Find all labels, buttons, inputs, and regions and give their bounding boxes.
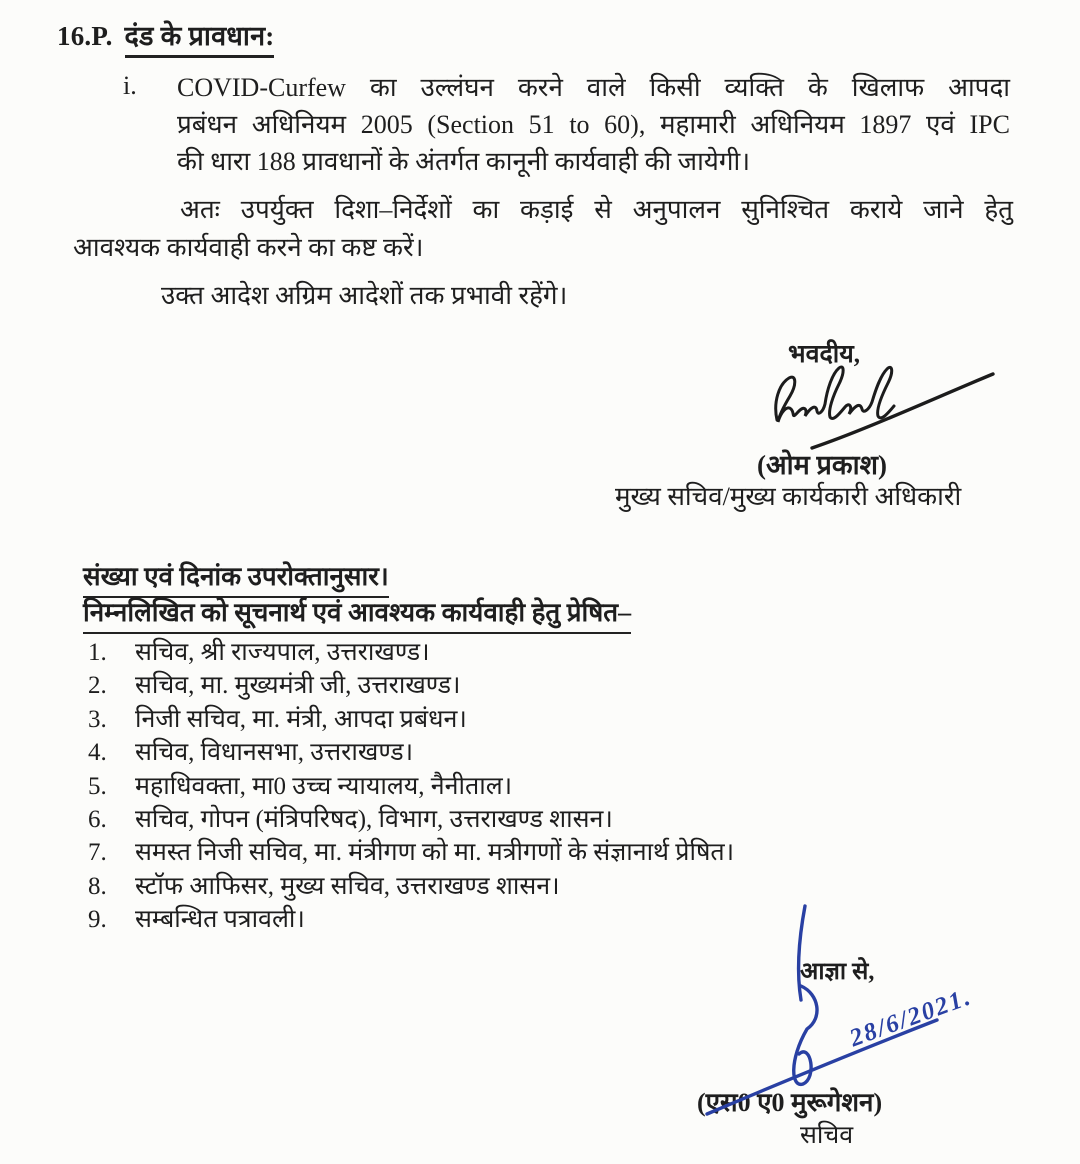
clause-line-1: COVID-Curfew का उल्लंघन करने वाले किसी व्यक्ति के खिलाफ आपदा — [177, 73, 1010, 102]
distribution-heading-text: निम्नलिखित को सूचनार्थ एवं आवश्यक कार्यवाही हेतु प्रेषित– — [83, 593, 631, 634]
list-item-number: 2. — [88, 672, 107, 700]
murugesan-signature — [695, 898, 1005, 1128]
list-item-number: 1. — [88, 639, 107, 666]
list-item — [88, 703, 1038, 736]
list-item-number: 3. — [88, 705, 107, 733]
closing-signatory-name: (ओम प्रकाश) — [757, 450, 887, 480]
om-prakash-signature — [765, 358, 1005, 454]
list-item — [88, 636, 1038, 669]
compliance-line-1: अतः उपर्युक्त दिशा–निर्देशों का कड़ाई से अनुपालन सुनिश्चित कराये जाने हेतु — [180, 195, 1013, 224]
distribution-list — [88, 636, 1038, 937]
list-item-text: निजी सचिव, मा. मंत्री, आपदा प्रबंधन। — [135, 705, 467, 733]
list-item — [88, 736, 1038, 769]
validity-statement: उक्त आदेश अग्रिम आदेशों तक प्रभावी रहेंगे। — [161, 281, 568, 310]
clause-text — [177, 69, 1010, 180]
by-order-label: आज्ञा से, — [800, 959, 875, 985]
section-title: दंड के प्रावधान: — [125, 16, 275, 58]
list-item — [88, 770, 1038, 803]
list-item-number: 5. — [88, 772, 107, 800]
list-item-text: सम्बन्धित पत्रावली। — [135, 906, 305, 934]
signature-date: 28/6/2021. — [846, 983, 976, 1053]
list-item-text: सचिव, श्री राज्यपाल, उत्तराखण्ड। — [135, 639, 430, 666]
list-item — [88, 803, 1038, 836]
list-item-text: स्टॉफ आफिसर, मुख्य सचिव, उत्तराखण्ड शासन। — [135, 872, 560, 900]
closing-signatory-designation: मुख्य सचिव/मुख्य कार्यकारी अधिकारी — [615, 482, 962, 511]
section-number: 16.P. — [57, 21, 113, 51]
list-item — [88, 669, 1038, 702]
reference-line — [83, 557, 389, 598]
list-item-number: 9. — [88, 906, 107, 934]
list-item-number: 6. — [88, 806, 107, 834]
list-item-text: समस्त निजी सचिव, मा. मंत्रीगण को मा. मत्रीगणों के संज्ञानार्थ प्रेषित। — [135, 839, 735, 867]
list-item-text: सचिव, विधानसभा, उत्तराखण्ड। — [135, 739, 414, 767]
list-item — [88, 836, 1038, 869]
list-item-text: सचिव, मा. मुख्यमंत्री जी, उत्तराखण्ड। — [135, 672, 461, 700]
list-item-number: 4. — [88, 739, 107, 767]
salutation: भवदीय, — [788, 341, 860, 368]
clause-line-2: प्रबंधन अधिनियम 2005 (Section 51 to 60), महामारी अधिनियम 1897 एवं IPC — [177, 110, 1010, 139]
list-item-text: सचिव, गोपन (मंत्रिपरिषद), विभाग, उत्तराखण्ड शासन। — [135, 806, 613, 834]
list-item-number: 8. — [88, 872, 107, 900]
reference-line-text: संख्या एवं दिनांक उपरोक्तानुसार। — [83, 557, 389, 598]
authorization-signatory-name: (एस0 ए0 मुरूगेशन) — [697, 1088, 883, 1117]
section-heading — [57, 16, 274, 58]
list-item-text: महाधिवक्ता, मा0 उच्च न्यायालय, नैनीताल। — [135, 772, 513, 800]
clause-line-3: की धारा 188 प्रावधानों के अंतर्गत कानूनी कार्यवाही की जायेगी। — [177, 147, 751, 176]
compliance-line-2: आवश्यक कार्यवाही करने का कष्ट करें। — [73, 233, 424, 262]
clause-marker: i. — [123, 71, 137, 100]
authorization-signatory-designation: सचिव — [800, 1122, 854, 1149]
distribution-heading — [83, 593, 631, 634]
list-item-number: 7. — [88, 839, 107, 867]
compliance-paragraph — [73, 191, 1013, 267]
